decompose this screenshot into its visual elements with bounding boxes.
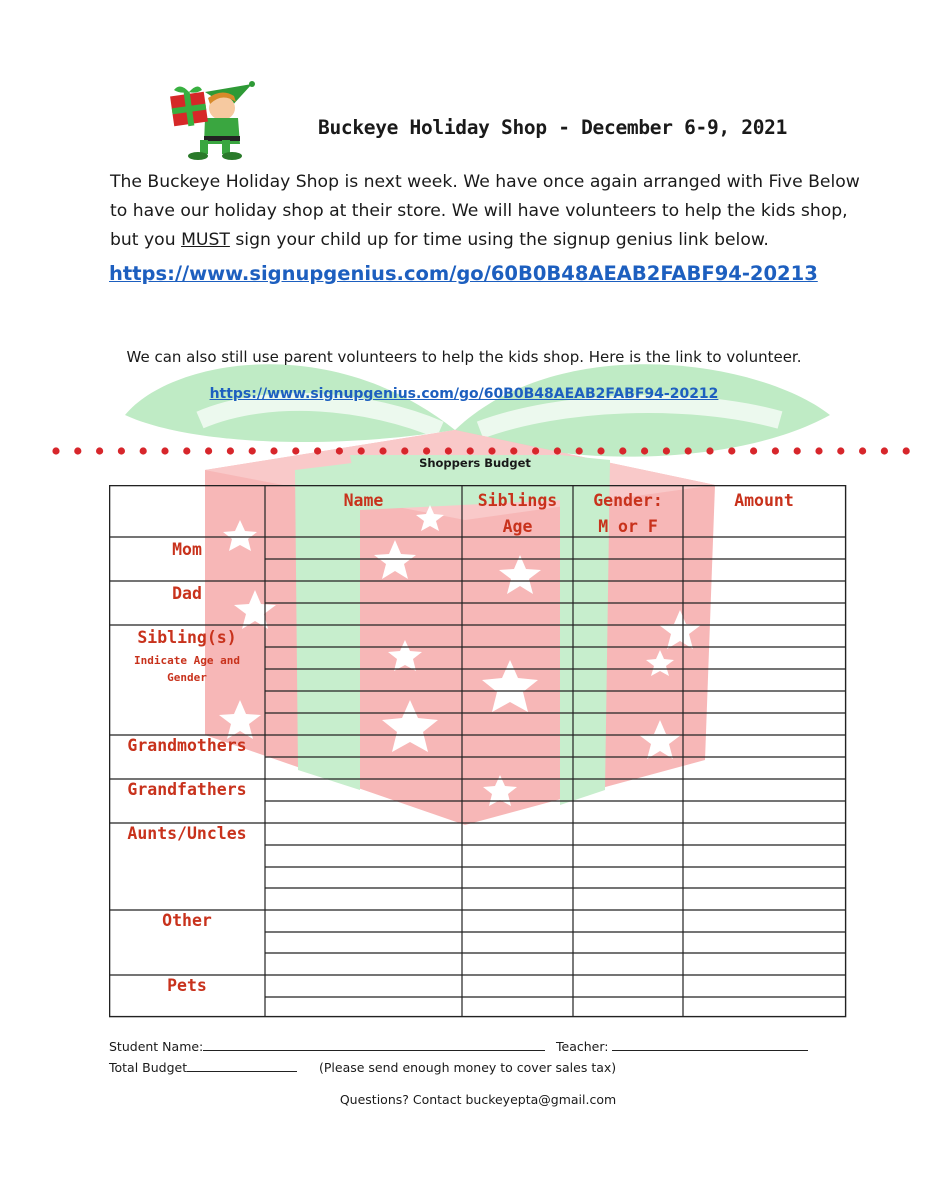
divider-dot: [118, 447, 125, 454]
divider-dot: [532, 447, 539, 454]
student-name-label: Student Name:: [109, 1039, 204, 1054]
total-budget-blank[interactable]: [187, 1060, 297, 1072]
divider-dot: [641, 447, 648, 454]
row-label-mom: Mom: [172, 540, 202, 559]
teacher-label: Teacher:: [556, 1039, 609, 1054]
row-label-grandfathers: Grandfathers: [127, 780, 247, 799]
col-header-amount: Amount: [734, 491, 794, 510]
divider-dot: [815, 447, 822, 454]
row-label-siblings: Sibling(s): [137, 628, 237, 647]
intro-text: but you: [110, 230, 182, 250]
col-header-name: Name: [343, 491, 384, 510]
divider-dot: [619, 447, 626, 454]
must-emphasis: MUST: [181, 230, 230, 250]
teacher-blank[interactable]: [612, 1039, 808, 1051]
row-label-pets: Pets: [167, 976, 207, 995]
divider-dot: [379, 447, 386, 454]
student-name-field[interactable]: [109, 1039, 545, 1054]
divider-dot: [52, 447, 59, 454]
divider-dot: [292, 447, 299, 454]
divider-dot: [706, 447, 713, 454]
divider-dot: [205, 447, 212, 454]
divider-dot: [227, 447, 234, 454]
student-name-blank[interactable]: [203, 1039, 545, 1051]
divider-dot: [576, 447, 583, 454]
teacher-field[interactable]: [556, 1039, 808, 1054]
divider-dot: [859, 447, 866, 454]
intro-line: [110, 226, 890, 255]
divider-dot: [772, 447, 779, 454]
col-header-gender: [573, 488, 683, 540]
divider-dot: [74, 447, 81, 454]
intro-line: to have our holiday shop at their store. We will have volunteers to help the kids shop,: [110, 201, 848, 221]
divider-dot: [423, 447, 430, 454]
divider-dot: [728, 447, 735, 454]
siblings-note-line2: Gender: [167, 671, 207, 684]
elf-with-gift-icon: [160, 78, 260, 164]
siblings-note-line1: Indicate Age and: [134, 654, 240, 667]
volunteer-link[interactable]: https://www.signupgenius.com/go/60B0B48AEAB2FABF94-20212: [209, 386, 719, 402]
divider-dot: [663, 447, 670, 454]
total-budget-field[interactable]: [109, 1060, 297, 1075]
row-label-other: Other: [162, 911, 212, 930]
divider-dot: [96, 447, 103, 454]
col-header-siblings-line1: Siblings: [477, 491, 558, 510]
row-label-grandmothers: Grandmothers: [127, 736, 247, 755]
divider-dot: [401, 447, 408, 454]
divider-dot: [445, 447, 452, 454]
divider-dot: [358, 447, 365, 454]
intro-text: sign your child up for time using the signup genius link below.: [229, 230, 769, 250]
intro-paragraph: [110, 168, 890, 255]
divider-dot: [249, 447, 256, 454]
col-header-siblings-line2: Age: [502, 517, 533, 536]
divider-dot: [336, 447, 343, 454]
contact-line: Questions? Contact buckeyepta@gmail.com: [339, 1092, 617, 1107]
divider-dot: [510, 447, 517, 454]
divider-dot: [488, 447, 495, 454]
divider-dot: [794, 447, 801, 454]
divider-dot: [685, 447, 692, 454]
col-header-gender-line1: Gender:: [593, 491, 663, 510]
divider-dot: [161, 447, 168, 454]
total-budget-label: Total Budget: [109, 1060, 188, 1075]
divider-dot: [183, 447, 190, 454]
divider-dot: [903, 447, 910, 454]
intro-line: The Buckeye Holiday Shop is next week. We have once again arranged with Five Below: [110, 172, 860, 192]
divider-dot: [140, 447, 147, 454]
divider-dot: [270, 447, 277, 454]
siblings-note: [109, 652, 265, 686]
col-header-siblings: [462, 488, 573, 540]
divider-dot: [837, 447, 844, 454]
divider-dot: [314, 447, 321, 454]
page-title: Buckeye Holiday Shop - December 6-9, 2021: [318, 116, 788, 139]
tax-note: (Please send enough money to cover sales tax): [319, 1060, 617, 1075]
table-caption: Shoppers Budget: [419, 456, 531, 470]
row-label-aunts-uncles: Aunts/Uncles: [127, 824, 247, 843]
row-label-dad: Dad: [172, 584, 202, 603]
divider-dot: [881, 447, 888, 454]
divider-dot: [750, 447, 757, 454]
signup-link[interactable]: https://www.signupgenius.com/go/60B0B48AEAB2FABF94-20213: [109, 262, 818, 285]
volunteer-text: We can also still use parent volunteers to help the kids shop. Here is the link to volunteer.: [126, 348, 802, 366]
divider-dot: [554, 447, 561, 454]
divider-dot: [467, 447, 474, 454]
divider-dot: [597, 447, 604, 454]
col-header-gender-line2: M or F: [598, 517, 658, 536]
